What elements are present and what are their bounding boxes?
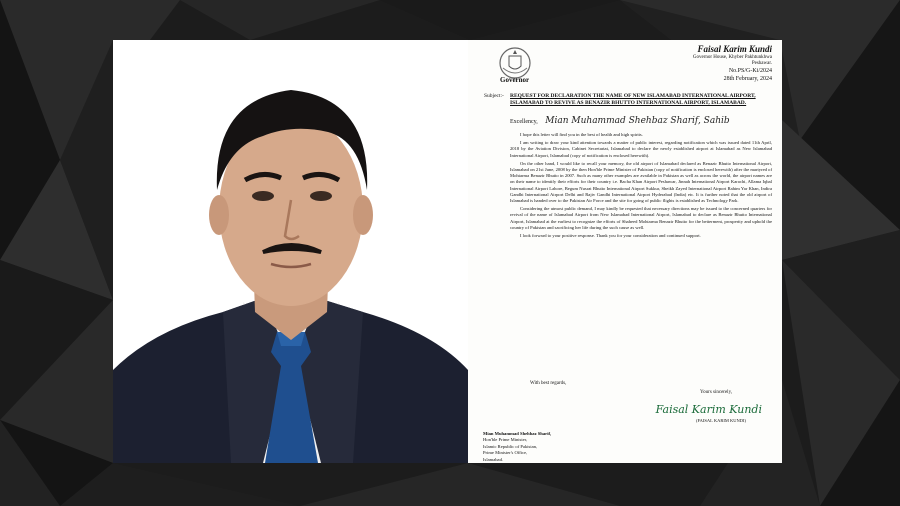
addressee-line: Islamabad. <box>483 456 504 462</box>
paragraph: I hope this letter will find you in the best of health and high spirits. <box>520 132 643 137</box>
governor-letter <box>468 40 782 463</box>
addressee-block <box>483 431 551 463</box>
reference-number: No.PS/G-Ki/2024 <box>728 68 772 74</box>
addressee-line: Islamic Republic of Pakistan, <box>483 443 538 449</box>
paragraph: I look forward to your positive response. Thank you for your consideration and continued support. <box>520 233 701 239</box>
closing-text: With best regards, <box>530 381 567 386</box>
yours-sincerely: Yours sincerely, <box>700 390 732 395</box>
addressee-line: Prime Minister's Office, <box>483 450 528 456</box>
handwritten-greeting: Mian Muhammad Shehbaz Sharif, Sahib <box>545 116 730 126</box>
portrait-photo <box>113 40 468 463</box>
portrait-illustration <box>113 40 468 463</box>
subject-block <box>484 93 772 107</box>
paragraph: On the other hand, I would like to recall your memory, the old airport of Islamabad declared as Benazir Bhutto International Airport, Islamabad on 21st June, 2008 by the then Hon'ble Prime Minister of Pakistan (copy of notification is enclosed herewith) after the martyred of Mohtarma Benazir Bhutto in 2007. Such as many other examples are available in Pakistan as well as across the world, the airport names are on their name to identify their efforts for their country i.e. Bacha Khan Airport Peshawar, Jinnah International Airport Karachi, Allama Iqbal International Airport Lahore, Begum Nusrat Bhutto International Airport Sukkur, Sheikh Zayed International Airport Rahim Yar Khan, Indira Gandhi International Airport Delhi and Rajiv Gandhi International Airport Hyderabad (India) etc. It is further noted that the old airport of Islamabad is handed over to the Pakistan Air Force and the site for going of public flights is established as Technology Park. <box>510 160 772 204</box>
signature: Faisal Karim Kundi <box>655 403 762 416</box>
sender-address-line2: Peshawar. <box>751 61 772 66</box>
paragraph: I am writing to draw your kind attention towards a matter of public interest, regarding notification which was issued dated 11th April, 2018 by the Aviation Division, Cabinet Secretariat, Islamabad to declare the newly established airport at Islamabad as New Islamabad International Airport, Islamabad (copy of notification is enclosed herewith). <box>510 140 772 158</box>
sender-address-line1: Governor House, Khyber Pakhtunkhwa <box>692 55 772 60</box>
sender-block <box>693 44 772 83</box>
signatory-name: (FAISAL KARIM KUNDI) <box>696 418 746 423</box>
salutation <box>510 116 730 126</box>
addressee-line: Mian Muhammad Shehbaz Sharif, <box>483 431 552 436</box>
emblem-caption: Governor <box>500 76 530 84</box>
salutation-text: Excellency, <box>510 119 538 125</box>
letter-date: 28th February, 2024 <box>723 76 772 82</box>
subject-text: REQUEST FOR DECLARATION THE NAME OF NEW ISLAMABAD INTERNATIONAL AIRPORT, ISLAMABAD TO REVIVE AS BENAZIR BHUTTO INTERNATIONAL AIRPORT, ISLAMABAD. <box>510 93 756 106</box>
subject-label: Subject:- <box>484 93 504 99</box>
state-emblem-icon <box>498 46 532 80</box>
sender-name: Faisal Karim Kundi <box>697 44 772 54</box>
paragraph: Considering the utmost public demand, I may kindly be requested that necessary directions may be issued to the concerned quarters for revival of the name of Islamabad Airport from New Islamabad International Airport, Islamabad to declare as Benazir Bhutto International Airport, Islamabad at the earliest to recognize the efforts of Shaheed Mohtarma Benazir Bhutto for the betterment, prosperity and uphold the country of Pakistan and sacrificing her life during the such cause as well. <box>510 206 772 230</box>
addressee-line: Hon'ble Prime Minister, <box>483 437 528 443</box>
letter-body <box>510 132 772 241</box>
